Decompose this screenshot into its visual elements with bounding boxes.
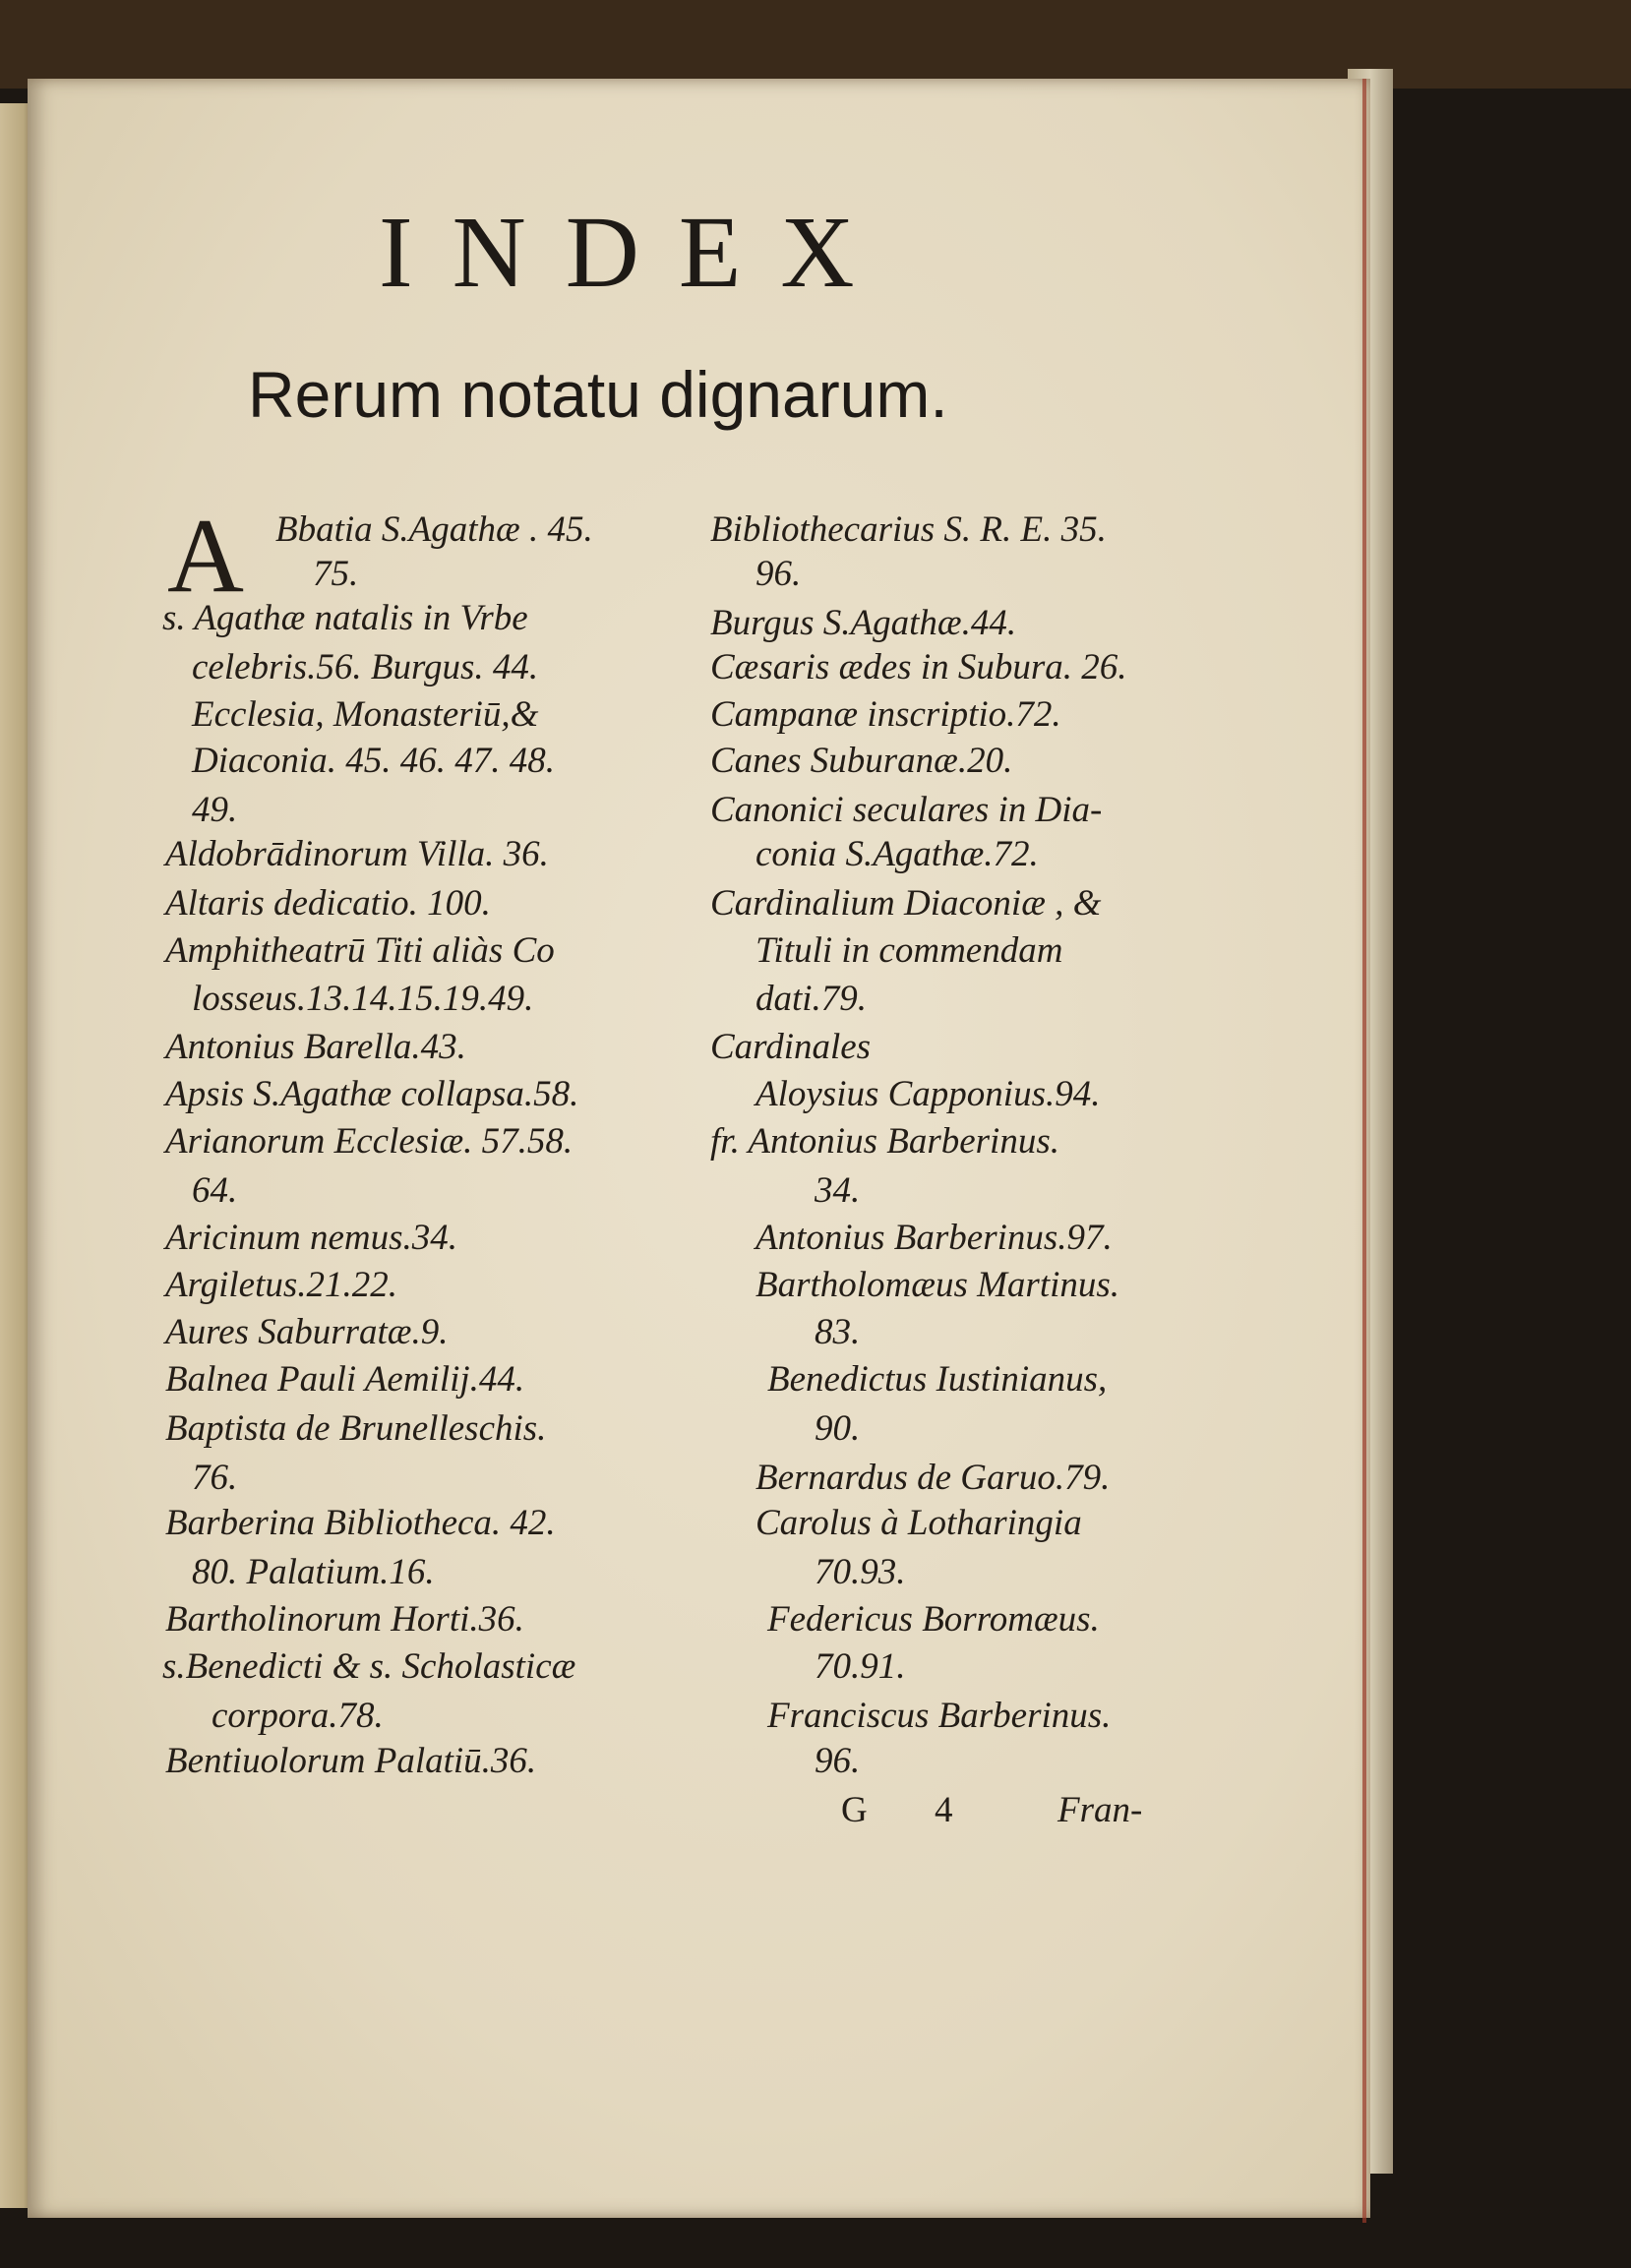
left-index-entry: s.Benedicti & s. Scholasticæ [162, 1646, 576, 1687]
right-index-entry: 90. [815, 1408, 861, 1449]
page-red-edge [1362, 79, 1366, 2223]
index-title: INDEX [379, 196, 894, 309]
left-index-entry: Aures Saburratæ.9. [165, 1312, 449, 1352]
right-index-entry: Canonici seculares in Dia- [710, 790, 1103, 830]
left-index-entry: celebris.56. Burgus. 44. [192, 647, 539, 687]
right-index-entry: Carolus à Lotharingia [755, 1503, 1082, 1543]
left-index-entry: Apsis S.Agathæ collapsa.58. [165, 1074, 579, 1114]
right-index-entry: Burgus S.Agathæ.44. [710, 603, 1017, 643]
right-index-entry: Bernardus de Garuo.79. [755, 1458, 1111, 1498]
left-index-entry: Ecclesia, Monasteriū,& [192, 694, 539, 735]
right-index-entry: Bartholomæus Martinus. [755, 1265, 1120, 1305]
signature-number: 4 [935, 1790, 953, 1830]
left-index-entry: Arianorum Ecclesiæ. 57.58. [165, 1121, 574, 1162]
right-index-entry: 70.91. [815, 1646, 906, 1687]
right-index-entry: Aloysius Capponius.94. [755, 1074, 1101, 1114]
right-index-entry: Tituli in commendam [755, 930, 1063, 971]
right-index-entry: Federicus Borromæus. [767, 1599, 1100, 1640]
left-index-entry: Bartholinorum Horti.36. [165, 1599, 524, 1640]
left-index-entry: s. Agathæ natalis in Vrbe [162, 598, 528, 638]
drop-cap: A [167, 498, 244, 615]
left-index-entry: Balnea Pauli Aemilij.44. [165, 1359, 525, 1400]
left-index-entry: Barberina Bibliotheca. 42. [165, 1503, 556, 1543]
left-index-entry: Aricinum nemus.34. [165, 1218, 457, 1258]
left-index-entry: 80. Palatium.16. [192, 1552, 435, 1592]
right-index-entry: Franciscus Barberinus. [767, 1696, 1112, 1736]
left-index-entry: Altaris dedicatio. 100. [165, 883, 491, 924]
left-index-entry: Bbatia S.Agathæ . 45. [275, 509, 593, 550]
right-index-entry: fr. Antonius Barberinus. [710, 1121, 1059, 1162]
right-index-entry: 70.93. [815, 1552, 906, 1592]
right-index-entry: 96. [755, 554, 802, 594]
left-index-entry: Antonius Barella.43. [165, 1027, 466, 1067]
right-index-entry: Benedictus Iustinianus, [767, 1359, 1108, 1400]
right-index-entry: dati.79. [755, 979, 868, 1019]
left-index-entry: 75. [313, 554, 359, 594]
left-index-entry: corpora.78. [211, 1696, 384, 1736]
right-index-entry: Campanæ inscriptio.72. [710, 694, 1061, 735]
right-index-entry: 96. [815, 1741, 861, 1781]
left-index-entry: losseus.13.14.15.19.49. [192, 979, 534, 1019]
right-index-entry: conia S.Agathæ.72. [755, 834, 1039, 874]
left-index-entry: Baptista de Brunelleschis. [165, 1408, 547, 1449]
right-index-entry: 83. [815, 1312, 861, 1352]
catchword: Fran- [1057, 1790, 1143, 1830]
right-index-entry: 34. [815, 1170, 861, 1211]
left-index-entry: 64. [192, 1170, 238, 1211]
right-index-entry: Canes Suburanæ.20. [710, 741, 1013, 781]
index-subtitle: Rerum notatu dignarum. [248, 358, 948, 431]
left-index-entry: 49. [192, 790, 238, 830]
right-index-entry: Cæsaris ædes in Subura. 26. [710, 647, 1127, 687]
left-index-entry: Diaconia. 45. 46. 47. 48. [192, 741, 555, 781]
signature-mark: G [841, 1790, 868, 1830]
left-index-entry: Bentiuolorum Palatiū.36. [165, 1741, 537, 1781]
left-index-entry: Amphitheatrū Titi aliàs Co [165, 930, 555, 971]
left-index-entry: 76. [192, 1458, 238, 1498]
right-index-entry: Cardinales [710, 1027, 872, 1067]
left-index-entry: Aldobrādinorum Villa. 36. [165, 834, 549, 874]
right-index-entry: Bibliothecarius S. R. E. 35. [710, 509, 1107, 550]
right-index-entry: Cardinalium Diaconiæ , & [710, 883, 1102, 924]
right-index-entry: Antonius Barberinus.97. [755, 1218, 1113, 1258]
left-index-entry: Argiletus.21.22. [165, 1265, 398, 1305]
